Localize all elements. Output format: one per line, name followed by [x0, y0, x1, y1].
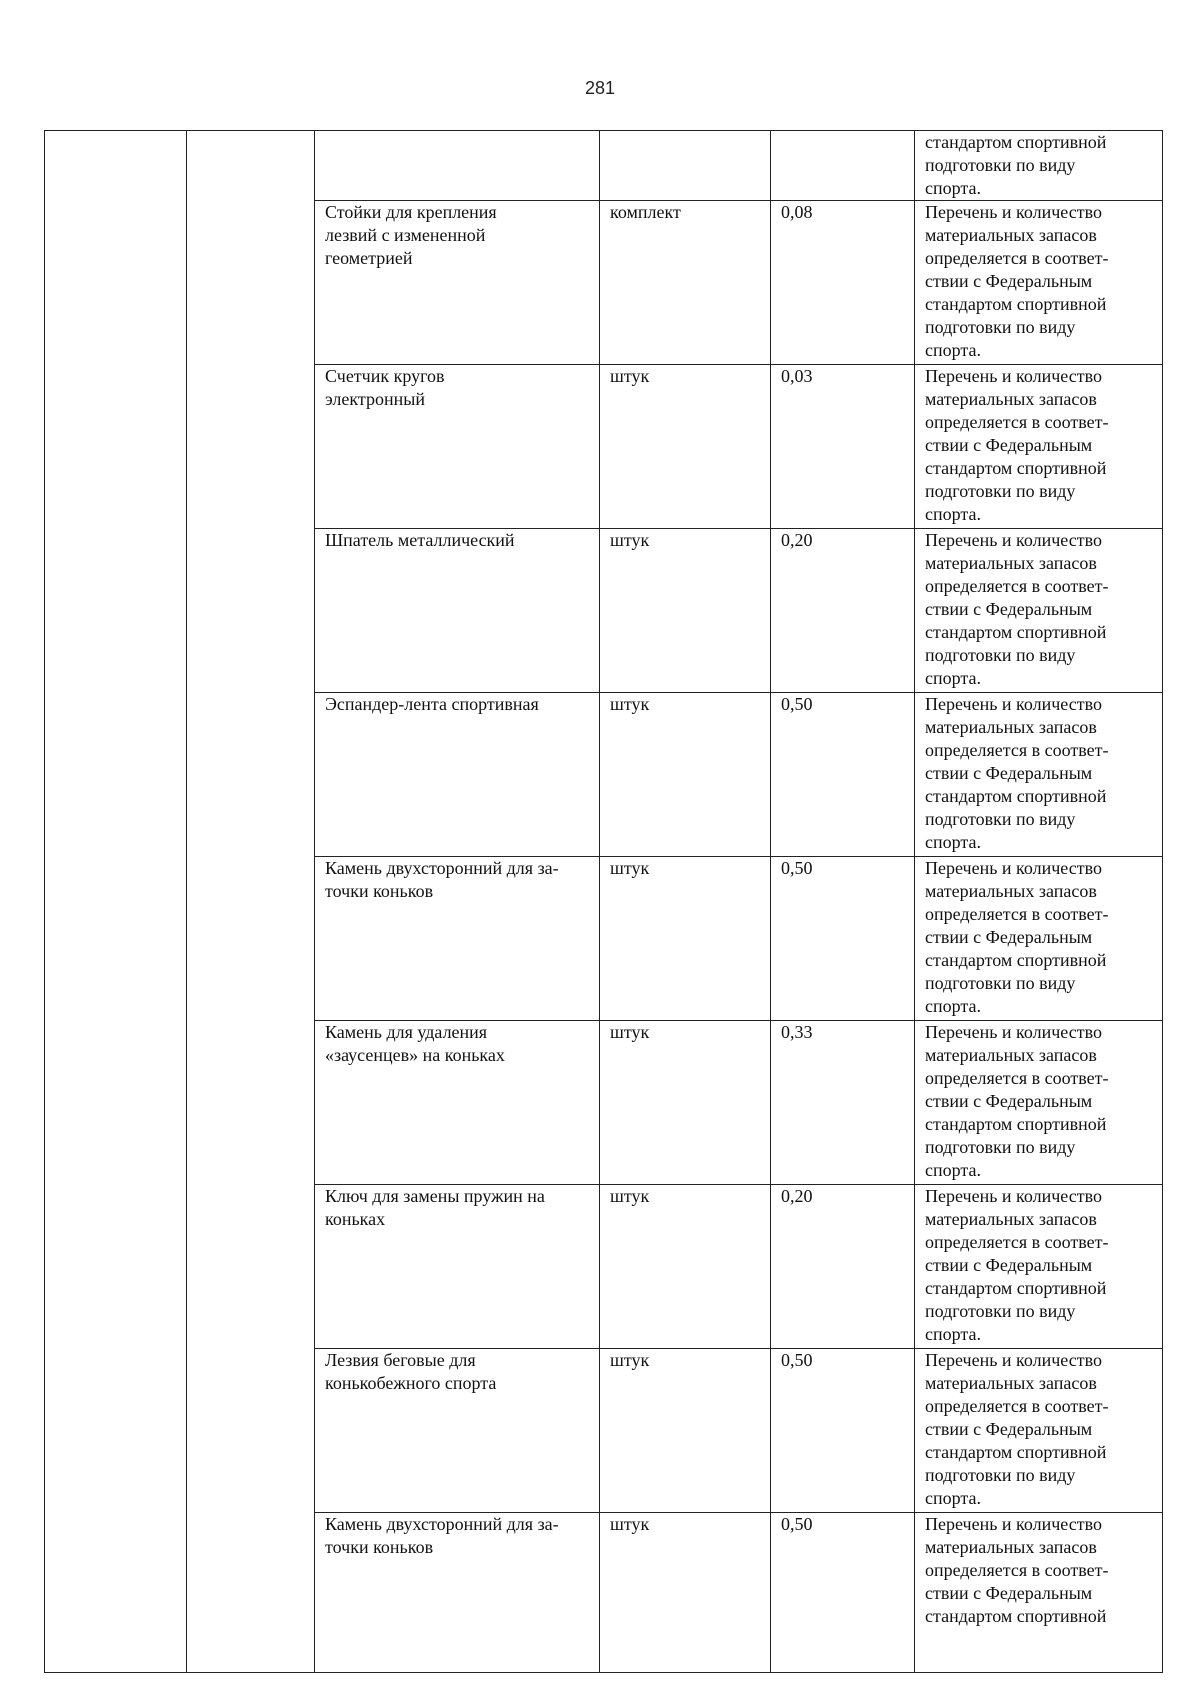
note-line: ствии с Федеральным	[925, 763, 1093, 783]
note-text	[925, 1513, 1135, 1628]
cell-quantity: 0,20	[771, 1185, 915, 1349]
note-line: подготовки по виду	[925, 1301, 1076, 1321]
cell-quantity: 0,50	[771, 693, 915, 857]
note-line: Перечень и количество	[925, 530, 1102, 550]
note-text	[925, 1021, 1135, 1182]
note-line: определяется в соответ-	[925, 412, 1109, 432]
note-line: подготовки по виду	[925, 1137, 1076, 1157]
note-line: спорта.	[925, 668, 981, 688]
cell-quantity: 0,03	[771, 365, 915, 529]
note-line: материальных запасов	[925, 1537, 1097, 1557]
note-line: спорта.	[925, 1324, 981, 1344]
note-line: ствии с Федеральным	[925, 1583, 1093, 1603]
cell-note	[915, 529, 1163, 693]
item-name-line: Камень двухсторонний для за-	[325, 1514, 559, 1534]
table-row-continuation	[45, 131, 1163, 201]
note-line: спорта.	[925, 832, 981, 852]
note-text	[925, 693, 1135, 854]
cell-note	[915, 1185, 1163, 1349]
item-name-line: коньках	[325, 1209, 386, 1229]
note-line: ствии с Федеральным	[925, 599, 1093, 619]
cell-note	[915, 201, 1163, 365]
note-line: материальных запасов	[925, 389, 1097, 409]
note-line: подготовки по виду	[925, 317, 1076, 337]
note-line: ствии с Федеральным	[925, 271, 1093, 291]
item-name-line: электронный	[325, 389, 425, 409]
cell-item-name	[315, 1349, 600, 1513]
note-line: стандартом спортивной	[925, 950, 1107, 970]
item-name-line: «заусенцев» на коньках	[325, 1045, 505, 1065]
note-line: Перечень и количество	[925, 858, 1102, 878]
note-line: стандартом спортивной	[925, 1442, 1107, 1462]
cell-section-empty	[45, 131, 187, 1673]
note-line: определяется в соответ-	[925, 1396, 1109, 1416]
note-line: ствии с Федеральным	[925, 1419, 1093, 1439]
cell-unit: штук	[600, 365, 771, 529]
note-line: подготовки по виду	[925, 645, 1076, 665]
cell-quantity: 0,50	[771, 1349, 915, 1513]
note-line: материальных запасов	[925, 553, 1097, 573]
cell-subsection-empty	[187, 131, 315, 1673]
note-line: материальных запасов	[925, 881, 1097, 901]
note-text	[925, 1349, 1135, 1510]
note-line: Перечень и количество	[925, 1022, 1102, 1042]
note-line: ствии с Федеральным	[925, 1255, 1093, 1275]
cell-unit: штук	[600, 1185, 771, 1349]
note-line: ствии с Федеральным	[925, 1091, 1093, 1111]
cell-item-name	[315, 529, 600, 693]
cell-name-empty	[315, 131, 600, 201]
note-line: спорта.	[925, 504, 981, 524]
note-line: материальных запасов	[925, 1045, 1097, 1065]
cell-note	[915, 857, 1163, 1021]
cell-note	[915, 1349, 1163, 1513]
cell-quantity-empty	[771, 131, 915, 201]
note-line: определяется в соответ-	[925, 1232, 1109, 1252]
item-name-line: Стойки для крепления	[325, 202, 497, 222]
note-line: Перечень и количество	[925, 694, 1102, 714]
item-name-line: Ключ для замены пружин на	[325, 1186, 545, 1206]
item-name-line: Шпатель металлический	[325, 530, 515, 550]
item-name-line: Эспандер-лента спортивная	[325, 694, 539, 714]
note-line: определяется в соответ-	[925, 1560, 1109, 1580]
note-line: материальных запасов	[925, 1209, 1097, 1229]
item-name-line: Счетчик кругов	[325, 366, 445, 386]
cell-note	[915, 693, 1163, 857]
note-line: определяется в соответ-	[925, 740, 1109, 760]
cell-unit: штук	[600, 1349, 771, 1513]
cell-note	[915, 1021, 1163, 1185]
note-line: подготовки по виду	[925, 973, 1076, 993]
note-line: стандартом спортивной	[925, 786, 1107, 806]
note-line: ствии с Федеральным	[925, 927, 1093, 947]
item-name-line: точки коньков	[325, 1537, 434, 1557]
note-line: Перечень и количество	[925, 1350, 1102, 1370]
cell-quantity: 0,33	[771, 1021, 915, 1185]
note-line: определяется в соответ-	[925, 904, 1109, 924]
note-line: Перечень и количество	[925, 1186, 1102, 1206]
note-line: подготовки по виду	[925, 155, 1076, 175]
note-line: Перечень и количество	[925, 202, 1102, 222]
cell-note	[915, 1513, 1163, 1673]
note-text	[925, 131, 1135, 200]
page-number: 281	[584, 78, 616, 98]
cell-item-name	[315, 1185, 600, 1349]
table-body	[45, 131, 1163, 1673]
cell-unit-empty	[600, 131, 771, 201]
item-name-line: Лезвия беговые для	[325, 1350, 476, 1370]
cell-unit: штук	[600, 857, 771, 1021]
note-line: материальных запасов	[925, 717, 1097, 737]
note-text	[925, 529, 1135, 690]
cell-quantity: 0,20	[771, 529, 915, 693]
note-line: определяется в соответ-	[925, 1068, 1109, 1088]
item-name-line: лезвий с измененной	[325, 225, 486, 245]
cell-item-name	[315, 1513, 600, 1673]
note-line: определяется в соответ-	[925, 248, 1109, 268]
cell-note	[915, 365, 1163, 529]
note-line: материальных запасов	[925, 1373, 1097, 1393]
cell-unit: штук	[600, 693, 771, 857]
cell-quantity: 0,08	[771, 201, 915, 365]
cell-quantity: 0,50	[771, 857, 915, 1021]
item-name-line: геометрией	[325, 248, 413, 268]
note-text	[925, 365, 1135, 526]
cell-unit: штук	[600, 1021, 771, 1185]
cell-item-name	[315, 1021, 600, 1185]
note-line: стандартом спортивной	[925, 1606, 1107, 1626]
cell-item-name	[315, 201, 600, 365]
note-line: Перечень и количество	[925, 1514, 1102, 1534]
note-line: материальных запасов	[925, 225, 1097, 245]
note-line: стандартом спортивной	[925, 622, 1107, 642]
note-line: подготовки по виду	[925, 809, 1076, 829]
note-line: стандартом спортивной	[925, 294, 1107, 314]
note-line: спорта.	[925, 1160, 981, 1180]
note-line: стандартом спортивной	[925, 1278, 1107, 1298]
note-line: спорта.	[925, 996, 981, 1016]
cell-unit: штук	[600, 529, 771, 693]
note-line: спорта.	[925, 178, 981, 198]
cell-item-name	[315, 365, 600, 529]
cell-note	[915, 131, 1163, 201]
item-name-line: конькобежного спорта	[325, 1373, 497, 1393]
materials-table	[44, 130, 1163, 1673]
note-text	[925, 201, 1135, 362]
item-name-line: Камень для удаления	[325, 1022, 488, 1042]
note-line: ствии с Федеральным	[925, 435, 1093, 455]
note-line: подготовки по виду	[925, 1465, 1076, 1485]
cell-item-name	[315, 857, 600, 1021]
note-line: спорта.	[925, 340, 981, 360]
note-line: стандартом спортивной	[925, 458, 1107, 478]
note-line: стандартом спортивной	[925, 132, 1107, 152]
cell-unit: комплект	[600, 201, 771, 365]
note-text	[925, 857, 1135, 1018]
note-line: спорта.	[925, 1488, 981, 1508]
note-line: определяется в соответ-	[925, 576, 1109, 596]
cell-item-name	[315, 693, 600, 857]
item-name-line: точки коньков	[325, 881, 434, 901]
note-text	[925, 1185, 1135, 1346]
cell-unit: штук	[600, 1513, 771, 1673]
item-name-line: Камень двухсторонний для за-	[325, 858, 559, 878]
note-line: Перечень и количество	[925, 366, 1102, 386]
note-line: стандартом спортивной	[925, 1114, 1107, 1134]
cell-quantity: 0,50	[771, 1513, 915, 1673]
note-line: подготовки по виду	[925, 481, 1076, 501]
